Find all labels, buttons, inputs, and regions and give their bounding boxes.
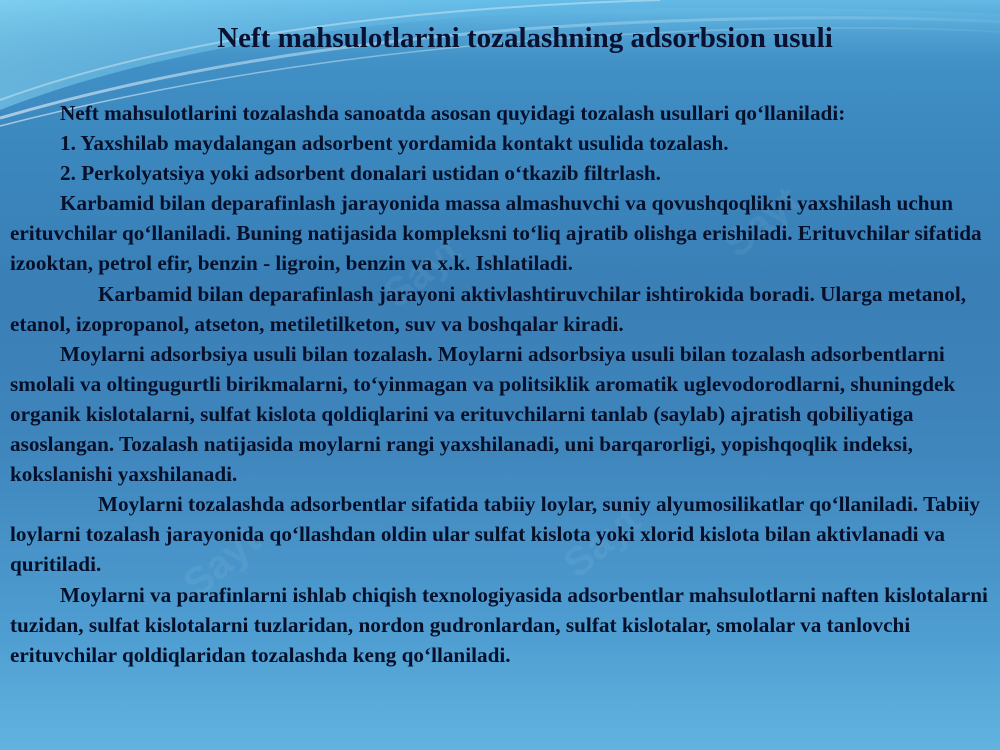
watermark: Sayt	[555, 498, 649, 587]
list-item: 1. Yaxshilab maydalangan adsorbent yordamida kontakt usulida tozalash.	[60, 131, 729, 156]
slide-title: Neft mahsulotlarini tozalashning adsorbsion usuli	[217, 22, 833, 54]
list-item: 2. Perkolyatsiya yoki adsorbent donalari ustidan o‘tkazib filtrlash.	[60, 161, 661, 186]
paragraph: Karbamid bilan deparafinlash jarayonida massa almashuvchi va qovushqoqlikni yaxshilash uchun erituvchilar qo‘llaniladi. Buning natijasida kompleksni to‘liq ajratib olishga erishiladi. Erituvchilar sifatida izooktan, petrol efir, benzin - ligroin, benzin va x.k. Ishlatiladi.	[10, 191, 982, 276]
watermark: Sayt	[375, 228, 469, 317]
paragraph: Karbamid bilan deparafinlash jarayoni aktivlashtiruvchilar ishtirokida boradi. Ularga metanol, etanol, izopropanol, atseton, metiletilketon, suv va boshqalar kiradi.	[10, 281, 967, 336]
paragraph: Moylarni adsorbsiya usuli bilan tozalash. Moylarni adsorbsiya usuli bilan tozalash adsorbentlarni smolali va oltingugurtli birikmalarni, to‘yinmagan va politsiklik aromatik uglevodorodlarni, shuningdek organik kislotalarni, sulfat kislota qoldiqlarini va erituvchilarni tanlab (saylab) ajratish qobiliyatiga asoslangan. Tozalash natijasida moylarni rangi yaxshilanadi, uni barqarorligi, yopishqoqlik indeksi, kokslanishi yaxshilanadi.	[10, 341, 956, 487]
paragraph: Moylarni va parafinlarni ishlab chiqish texnologiyasida adsorbentlar mahsulotlarni naften kislotalarni tuzidan, sulfat kislotalarni tuzlaridan, nordon gudronlardan, sulfat kislotalar, smolalar va tanlovchi erituvchilar qoldiqlaridan tozalashda keng qo‘llaniladi.	[10, 582, 988, 667]
watermark: Sayt	[715, 178, 809, 267]
slide-body	[10, 98, 995, 670]
watermark: Sayt	[175, 518, 269, 607]
paragraph: Moylarni tozalashda adsorbentlar sifatida tabiiy loylar, suniy alyumosilikatlar qo‘llaniladi. Tabiiy loylarni tozalash jarayonida qo‘llashdan oldin ular sulfat kislota yoki xlorid kislota bilan aktivlanadi va quritiladi.	[10, 492, 980, 577]
paragraph: Neft mahsulotlarini tozalashda sanoatda asosan quyidagi tozalash usullari qo‘llaniladi:	[60, 101, 846, 125]
